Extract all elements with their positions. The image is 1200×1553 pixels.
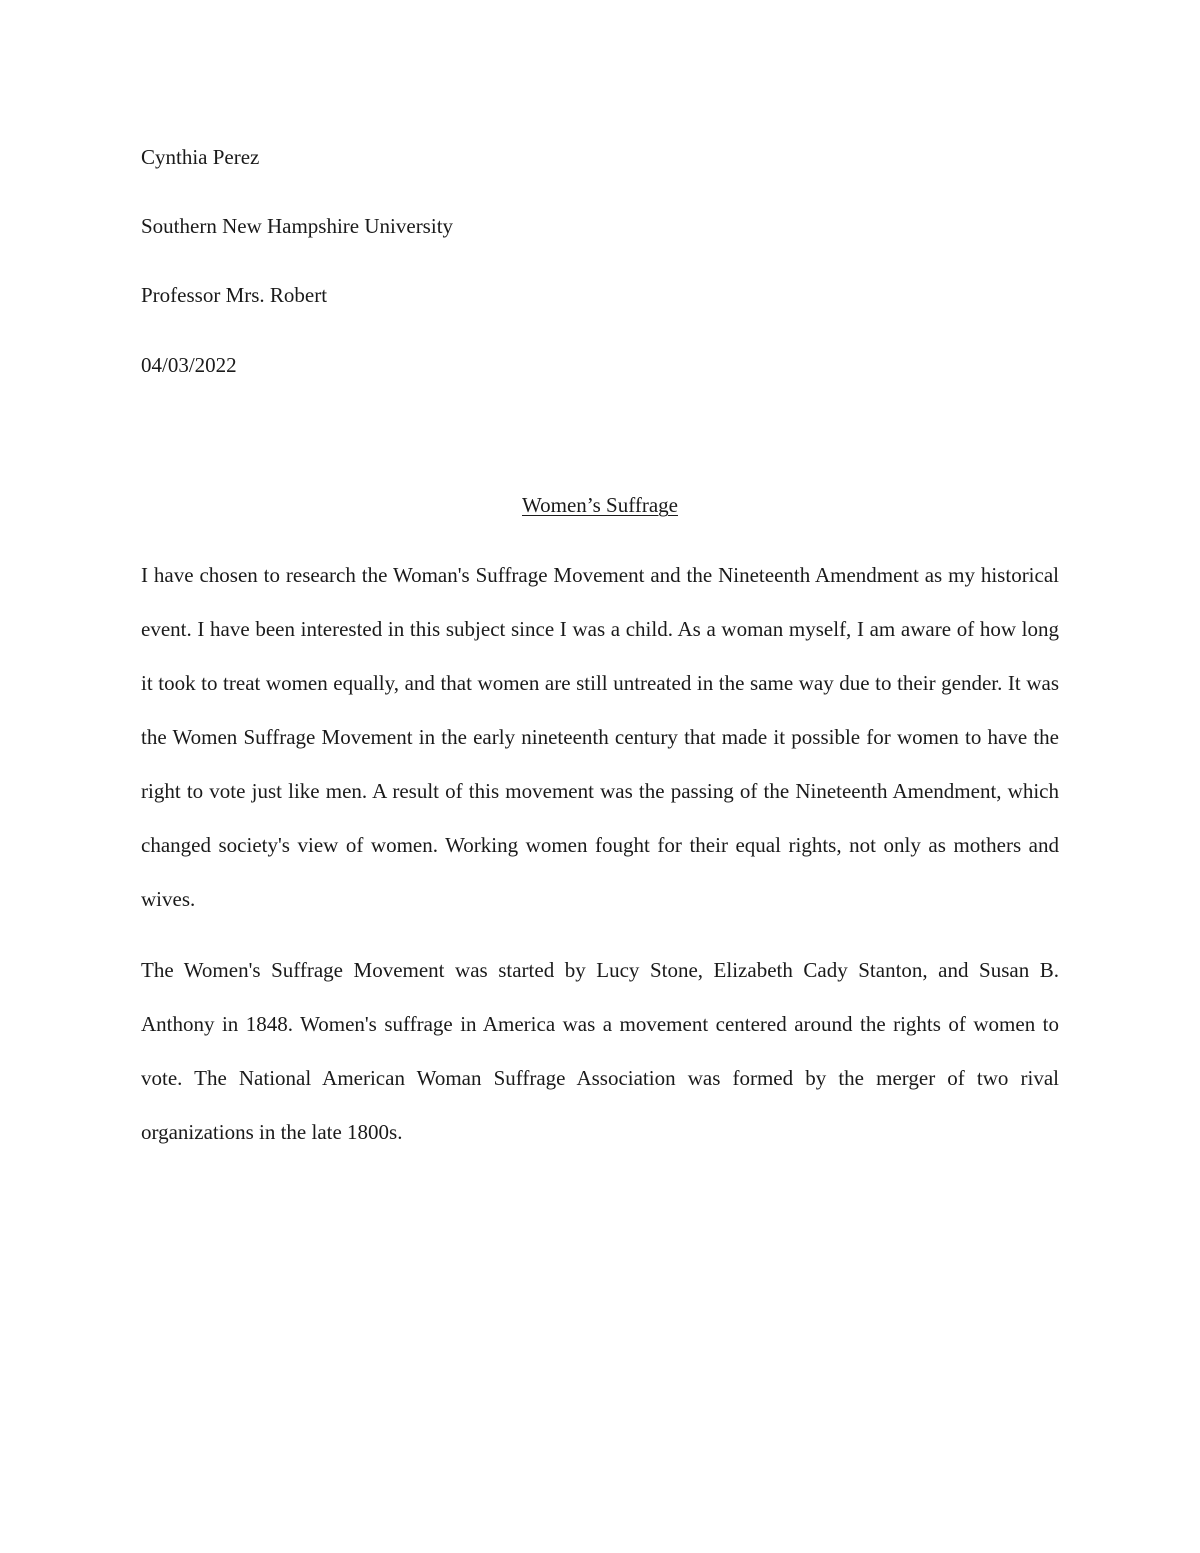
page-title-text: Women’s Suffrage xyxy=(522,493,678,517)
professor-name: Professor Mrs. Robert xyxy=(141,283,328,307)
author-name: Cynthia Perez xyxy=(141,145,260,169)
body-paragraph-1: I have chosen to research the Woman's Suffrage Movement and the Nineteenth Amendment as my historical event. I have been interested in this subject since I was a child. As a woman myself, I am aware of how long it took to treat women equally, and that women are still untreated in the same way due to their gender. It was the Women Suffrage Movement in the early nineteenth century that made it possible for women to have the right to vote just like men. A result of this movement was the passing of the Nineteenth Amendment, which changed society's view of women. Working women fought for their equal rights, not only as mothers and wives. xyxy=(141,563,1059,911)
institution-name: Southern New Hampshire University xyxy=(141,214,454,238)
page-title xyxy=(0,492,1200,518)
document-date: 04/03/2022 xyxy=(141,353,237,377)
body-paragraph-2: The Women's Suffrage Movement was started by Lucy Stone, Elizabeth Cady Stanton, and Susan B. Anthony in 1848. Women's suffrage in America was a movement centered around the rights of women to vote. The National American Woman Suffrage Association was formed by the merger of two rival organizations in the late 1800s. xyxy=(141,958,1059,1144)
